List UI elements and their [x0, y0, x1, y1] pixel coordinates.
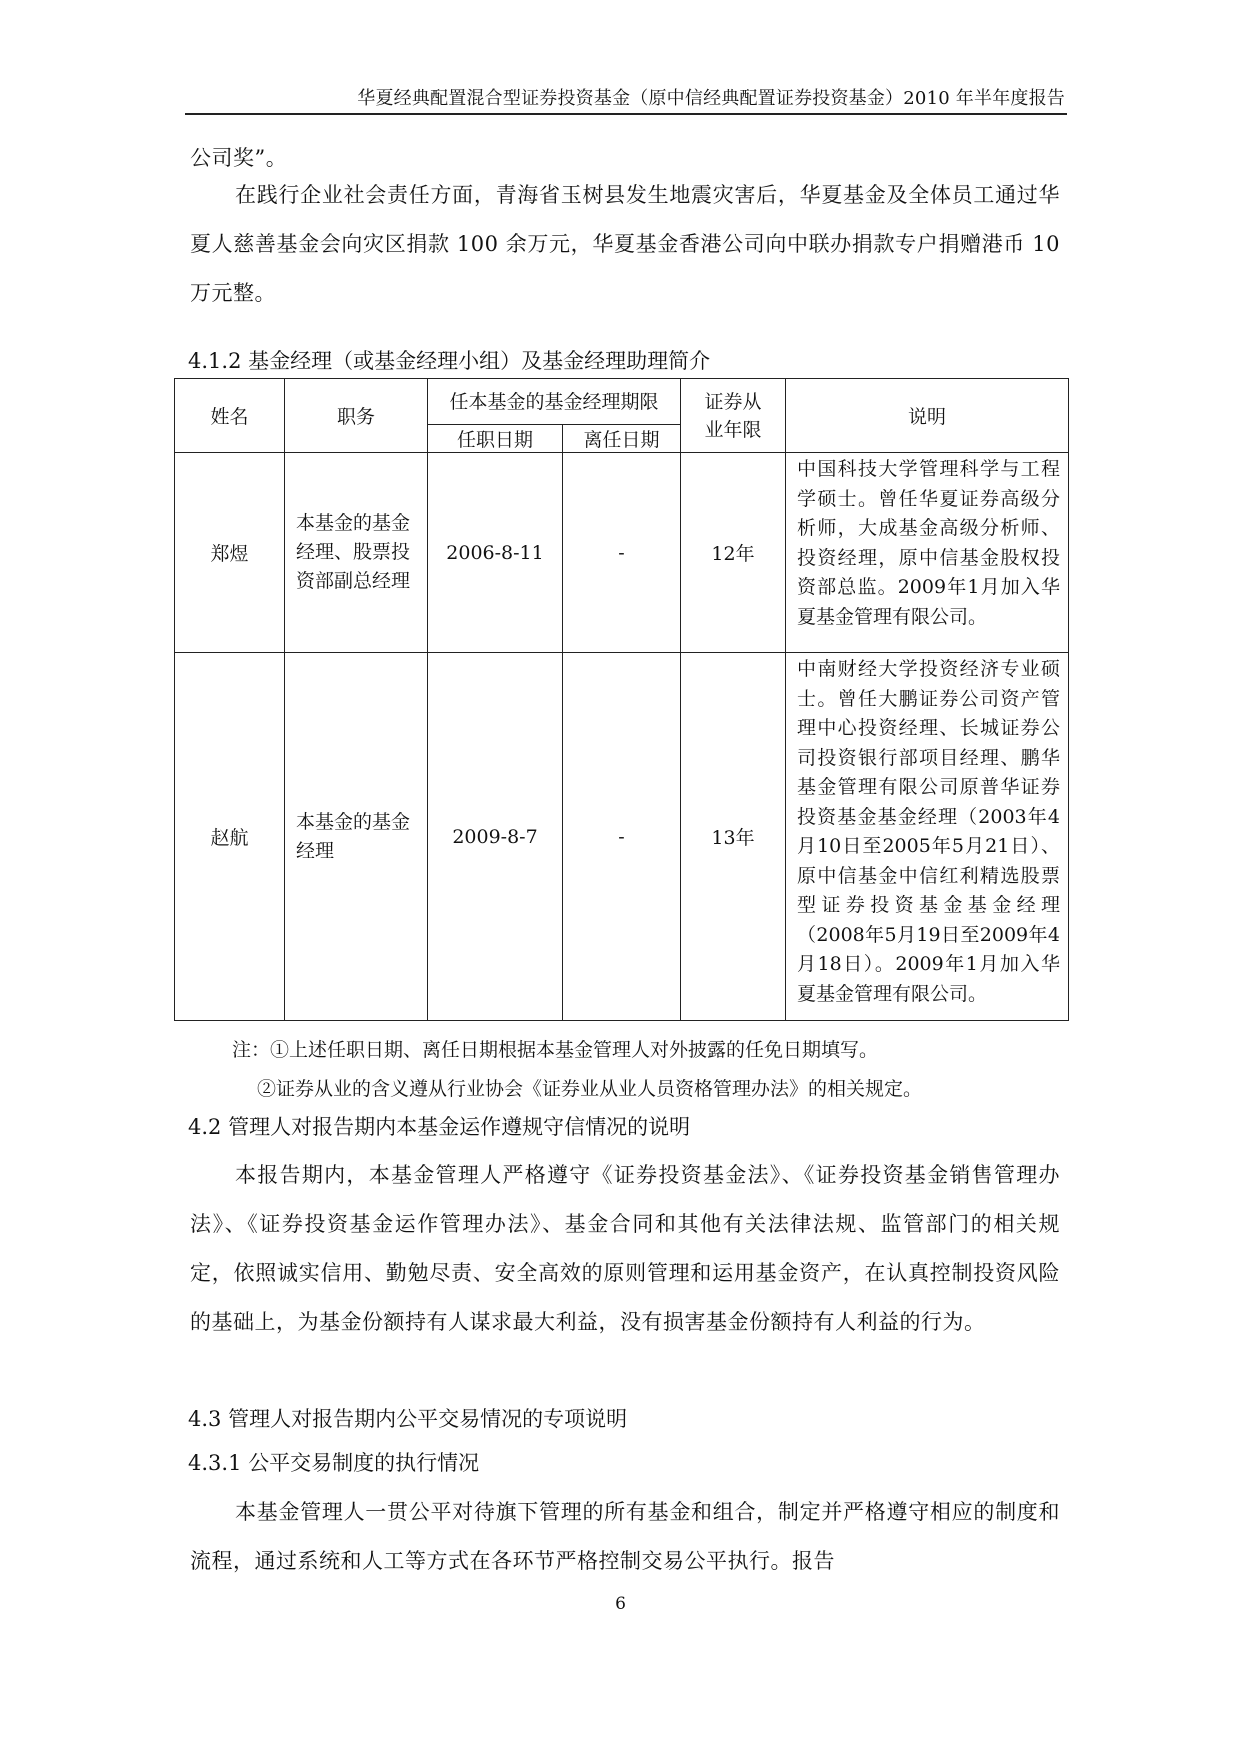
table-note-1: 注：①上述任职日期、离任日期根据本基金管理人对外披露的任免日期填写。: [232, 1039, 879, 1061]
header-years: 证券从业年限: [681, 379, 786, 453]
header-desc: 说明: [786, 379, 1069, 453]
header-end-date: 离任日期: [563, 425, 681, 453]
header-divider: [185, 113, 1067, 115]
page-number: 6: [615, 1594, 626, 1614]
section-4-3-1-title: 4.3.1 公平交易制度的执行情况: [188, 1451, 480, 1475]
manager-position: 本基金的基金经理: [285, 653, 428, 1021]
manager-start-date: 2006-8-11: [428, 453, 563, 653]
section-4-3-1-body: 本基金管理人一贯公平对待旗下管理的所有基金和组合，制定并严格遵守相应的制度和流程，通过系统和人工等方式在各环节严格控制交易公平执行。报告: [190, 1500, 1060, 1573]
manager-years: 12年: [681, 453, 786, 653]
header-name: 姓名: [175, 379, 285, 453]
table-header-row: [175, 379, 1069, 425]
manager-description: 中国科技大学管理科学与工程学硕士。曾任华夏证券高级分析师，大成基金高级分析师、投资经理，原中信基金股权投资部总监。2009年1月加入华夏基金管理有限公司。: [786, 453, 1069, 653]
table-row: [175, 453, 1069, 653]
manager-years: 13年: [681, 653, 786, 1021]
section-4-3-title: 4.3 管理人对报告期内公平交易情况的专项说明: [188, 1407, 628, 1431]
fund-manager-table: [174, 378, 1069, 1021]
header-term: 任本基金的基金经理期限: [428, 379, 681, 425]
manager-end-date: -: [563, 653, 681, 1021]
table-row: [175, 653, 1069, 1021]
manager-position: 本基金的基金经理、股票投资部副总经理: [285, 453, 428, 653]
manager-end-date: -: [563, 453, 681, 653]
report-header-title: 华夏经典配置混合型证券投资基金（原中信经典配置证券投资基金）2010 年半年度报告: [357, 88, 1065, 109]
paragraph-award: 公司奖”。: [190, 146, 288, 170]
manager-name: 郑煜: [175, 453, 285, 653]
table-note-2: ②证券从业的含义遵从行业协会《证券业从业人员资格管理办法》的相关规定。: [257, 1078, 923, 1100]
section-4-2-body: 本报告期内，本基金管理人严格遵守《证券投资基金法》、《证券投资基金销售管理办法》、《证券投资基金运作管理办法》、基金合同和其他有关法律法规、监管部门的相关规定，依照诚实信用、勤勉尽责、安全高效的原则管理和运用基金资产，在认真控制投资风险的基础上，为基金份额持有人谋求最大利益，没有损害基金份额持有人利益的行为。: [190, 1163, 1060, 1334]
manager-description: 中南财经大学投资经济专业硕士。曾任大鹏证券公司资产管理中心投资经理、长城证券公司投资银行部项目经理、鹏华基金管理有限公司原普华证券投资基金基金经理（2003年4月10日至2005年5月21日）、原中信基金中信红利精选股票型证券投资基金基金经理（2008年5月19日至2009年4月18日）。2009年1月加入华夏基金管理有限公司。: [786, 653, 1069, 1021]
section-4-1-2-title: 4.1.2 基金经理（或基金经理小组）及基金经理助理简介: [188, 349, 711, 373]
paragraph-social-responsibility: 在践行企业社会责任方面，青海省玉树县发生地震灾害后，华夏基金及全体员工通过华夏人慈善基金会向灾区捐款 100 余万元，华夏基金香港公司向中联办捐款专户捐赠港币 10 万元整。: [190, 183, 1060, 305]
manager-name: 赵航: [175, 653, 285, 1021]
header-start-date: 任职日期: [428, 425, 563, 453]
section-4-2-title: 4.2 管理人对报告期内本基金运作遵规守信情况的说明: [188, 1115, 691, 1139]
header-position: 职务: [285, 379, 428, 453]
manager-start-date: 2009-8-7: [428, 653, 563, 1021]
